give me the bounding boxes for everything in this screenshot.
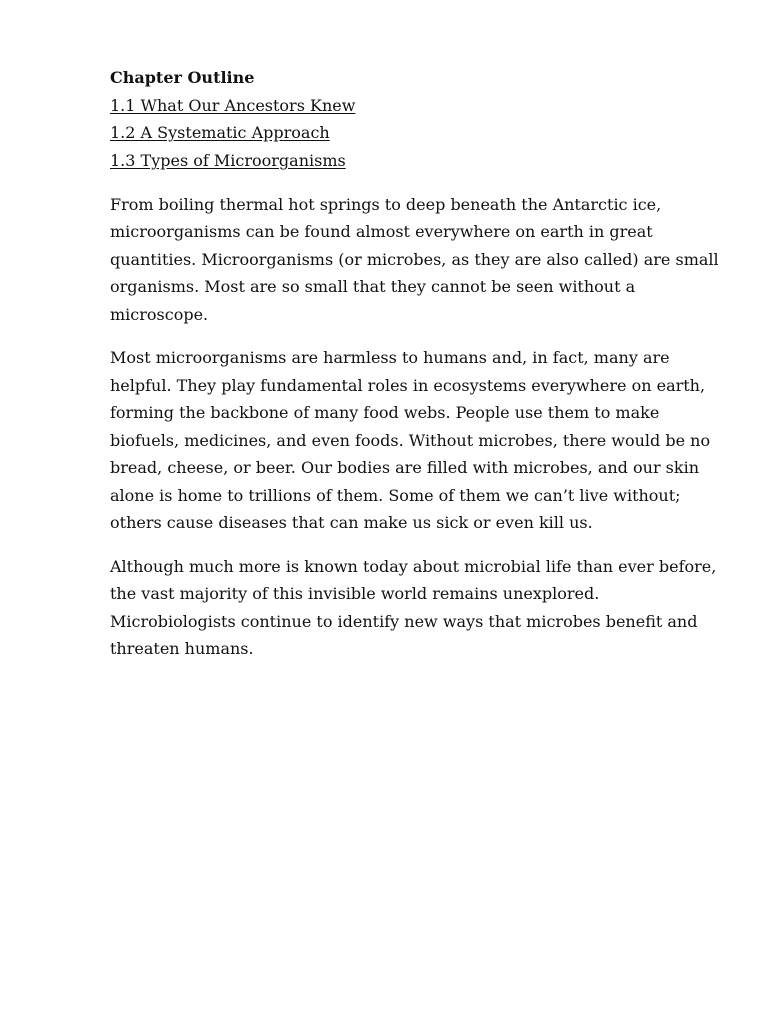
chapter-outline-heading: Chapter Outline <box>110 68 255 87</box>
body-paragraph: Most microorganisms are harmless to humans and, in fact, many are helpful. They play fundamental roles in ecosystems everywhere on earth, forming the backbone of many food webs. People use them to make biofuels, medicines, and even foods. Without microbes, there would be no bread, cheese, or beer. Our bodies are filled with microbes, and our skin alone is home to trillions of them. Some of them we can’t live without; others cause diseases that can make us sick or even kill us. <box>110 348 711 533</box>
outline-link-types-of-microorganisms[interactable]: 1.3 Types of Microorganisms <box>110 151 346 171</box>
outline-item <box>110 92 730 120</box>
intro-paragraph: From boiling thermal hot springs to deep beneath the Antarctic ice, microorganisms can be found almost everywhere on earth in great quantities. Microorganisms (or microbes, as they are also called) are small organisms. Most are so small that they cannot be seen without a microscope. <box>110 194 719 324</box>
closing-paragraph: Although much more is known today about microbial life than ever before, the vast majority of this invisible world remains unexplored. Microbiologists continue to identify new ways that microbes benefit and threaten humans. <box>110 556 717 659</box>
document-page <box>110 64 730 663</box>
outline-link-ancestors[interactable]: 1.1 What Our Ancestors Knew <box>110 95 356 115</box>
outline-link-systematic-approach[interactable]: 1.2 A Systematic Approach <box>110 123 330 143</box>
chapter-outline-list <box>110 92 730 175</box>
outline-item <box>110 119 730 147</box>
outline-item <box>110 147 730 175</box>
